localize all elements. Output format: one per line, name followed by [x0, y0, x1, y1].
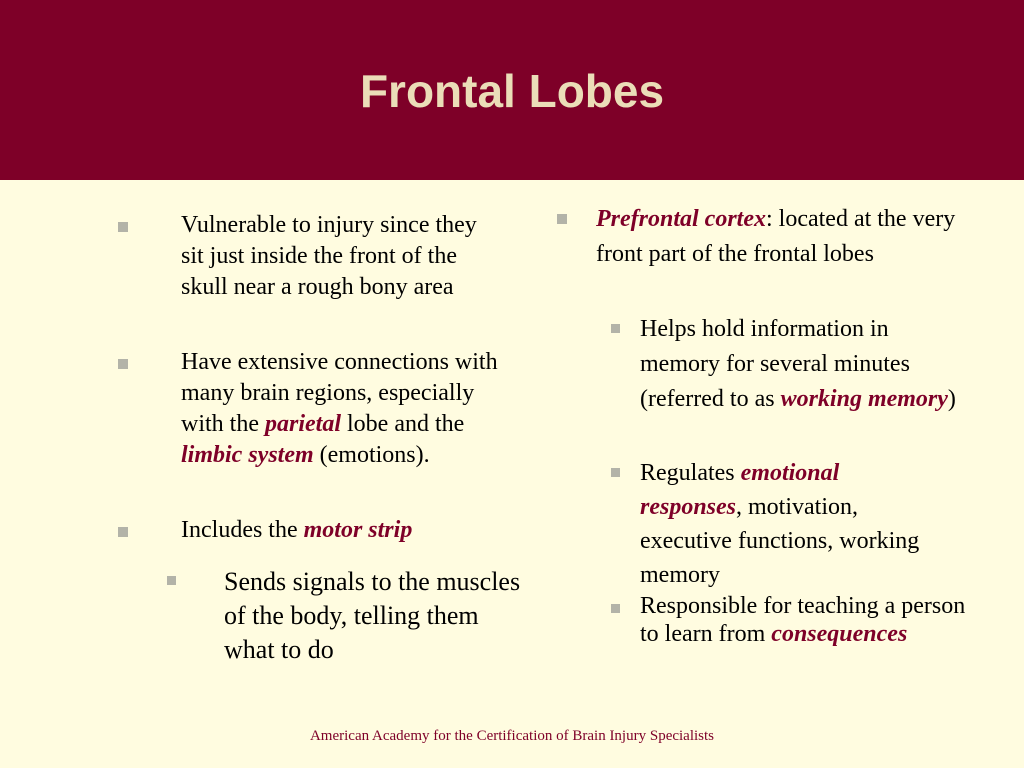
right-subitem-regulates-post: , motivation, executive functions, working memory: [640, 494, 920, 588]
right-subitem-working-memory-pre: Helps hold information in memory for several minutes (referred to as: [640, 316, 910, 412]
footer-organization: American Academy for the Certification of Brain Injury Specialists: [309, 728, 715, 744]
working-memory-term: working memory: [780, 386, 948, 412]
square-bullet-icon: [557, 214, 567, 224]
square-bullet-icon: [611, 468, 620, 477]
left-item-motor-strip-pre: Includes the: [181, 517, 304, 543]
prefrontal-cortex-term: Prefrontal cortex: [596, 206, 766, 232]
motor-strip-term: motor strip: [303, 517, 413, 543]
left-item-vulnerable-text: Vulnerable to injury since they sit just inside the front of the skull near a rough bony area: [181, 212, 477, 300]
right-subitem-consequences-pre: Responsible for teaching a person to learn from: [640, 593, 966, 647]
left-item-connections-pre: Have extensive connections with many brain regions, especially with the: [181, 349, 498, 437]
emotional-responses-term: emotional responses: [640, 460, 840, 520]
square-bullet-icon: [118, 222, 128, 232]
left-item-motor-strip: [181, 515, 511, 546]
square-bullet-icon: [611, 324, 620, 333]
left-item-connections-post: (emotions).: [313, 442, 430, 468]
right-subitem-working-memory-post: ): [947, 386, 956, 412]
right-subitem-regulates: [640, 456, 940, 592]
square-bullet-icon: [118, 359, 128, 369]
limbic-system-term: limbic system: [181, 442, 314, 468]
right-subitem-consequences: [640, 592, 970, 648]
square-bullet-icon: [611, 604, 620, 613]
left-item-vulnerable: [181, 210, 501, 303]
parietal-term: parietal: [265, 411, 341, 437]
right-subitem-regulates-pre: Regulates: [640, 460, 741, 486]
left-subitem-signals: [224, 565, 524, 667]
consequences-term: consequences: [771, 621, 908, 647]
slide-title: Frontal Lobes: [359, 65, 665, 117]
right-item-prefrontal: [596, 202, 976, 272]
left-subitem-signals-text: Sends signals to the muscles of the body, telling them what to do: [224, 567, 521, 664]
square-bullet-icon: [167, 576, 176, 585]
left-item-connections: [181, 347, 511, 471]
square-bullet-icon: [118, 527, 128, 537]
left-item-connections-mid: lobe and the: [341, 411, 465, 437]
right-subitem-working-memory: [640, 312, 970, 417]
right-item-prefrontal-post: : located at the very front part of the frontal lobes: [596, 206, 956, 267]
